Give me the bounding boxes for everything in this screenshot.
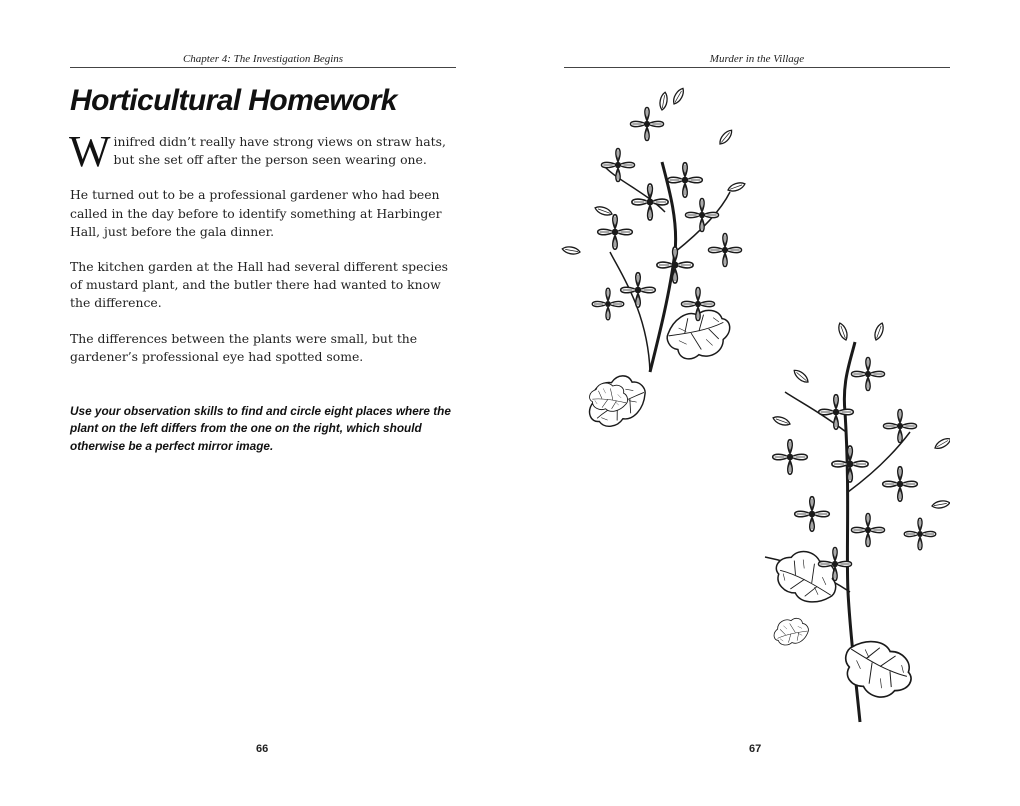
paragraph-1 — [69, 127, 450, 176]
paragraph-4: The differences between the plants were small, but the gardener’s professional eye had spotted some. — [70, 330, 418, 364]
header-rule-left — [70, 67, 456, 68]
paragraph-3: The kitchen garden at the Hall had several different species of mustard plant, and the butler there had wanted to know the difference. — [70, 259, 449, 311]
right-page — [510, 0, 1020, 806]
running-head-right: Murder in the Village — [709, 53, 805, 65]
puzzle-instructions: Use your observation skills to find and circle eight places where the plant on the left differs from the one on the right, which should otherwise be a perfect mirror image. — [70, 404, 451, 453]
body-text — [69, 127, 450, 383]
page-number-left: 66 — [256, 743, 269, 755]
mustard-plant-illustration — [550, 72, 950, 752]
drop-cap: W — [69, 127, 111, 176]
lower-plant — [765, 322, 950, 722]
paragraph-1-text: inifred didn’t really have strong views on straw hats, but she set off after the person seen wearing one. — [113, 134, 446, 168]
running-head-left: Chapter 4: The Investigation Begins — [182, 53, 344, 65]
paragraph-2: He turned out to be a professional gardener who had been called in the day before to identify something at Harbinger Hall, just before the gala dinner. — [70, 187, 442, 239]
page-number-right: 67 — [749, 743, 762, 755]
page-title: Horticultural Homework — [70, 84, 397, 117]
upper-plant — [562, 87, 746, 437]
header-rule-right — [564, 67, 950, 68]
